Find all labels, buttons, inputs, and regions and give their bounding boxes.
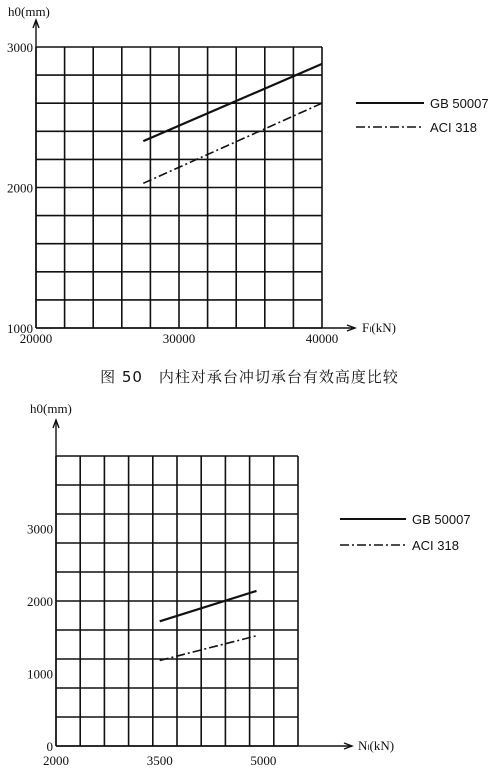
x-tick-label: 40000	[305, 331, 339, 346]
x-tick-label: 3500	[146, 753, 173, 768]
series-line-gb-50007	[160, 591, 257, 621]
legend-label: ACI 318	[430, 120, 477, 135]
y-tick-label: 3000	[27, 521, 53, 537]
series-line-aci-318	[160, 636, 257, 661]
y-tick-label: 2000	[27, 594, 53, 609]
x-tick-label: 20000	[19, 331, 53, 346]
series-line-aci-318	[143, 103, 322, 183]
y-tick-label: 0	[46, 739, 53, 754]
figure-caption: 图 50 内柱对承台冲切承台有效高度比较	[100, 368, 399, 386]
x-tick-label: 5000	[250, 753, 277, 768]
x-tick-label: 2000	[43, 753, 69, 768]
legend-label: GB 50007	[430, 96, 489, 111]
x-axis-label: Fₗ(kN)	[362, 320, 396, 335]
y-tick-label: 2000	[7, 180, 33, 196]
legend-label: ACI 318	[412, 538, 459, 553]
y-tick-label: 1000	[27, 666, 53, 682]
y-axis-label: h0(mm)	[8, 4, 50, 19]
x-axis-label: Nₗ(kN)	[358, 738, 395, 753]
x-tick-label: 30000	[162, 331, 196, 346]
y-tick-label: 3000	[7, 40, 33, 55]
y-tick-label: 1000	[7, 321, 33, 336]
legend-label: GB 50007	[412, 512, 471, 527]
y-axis-label: h0(mm)	[30, 401, 72, 416]
